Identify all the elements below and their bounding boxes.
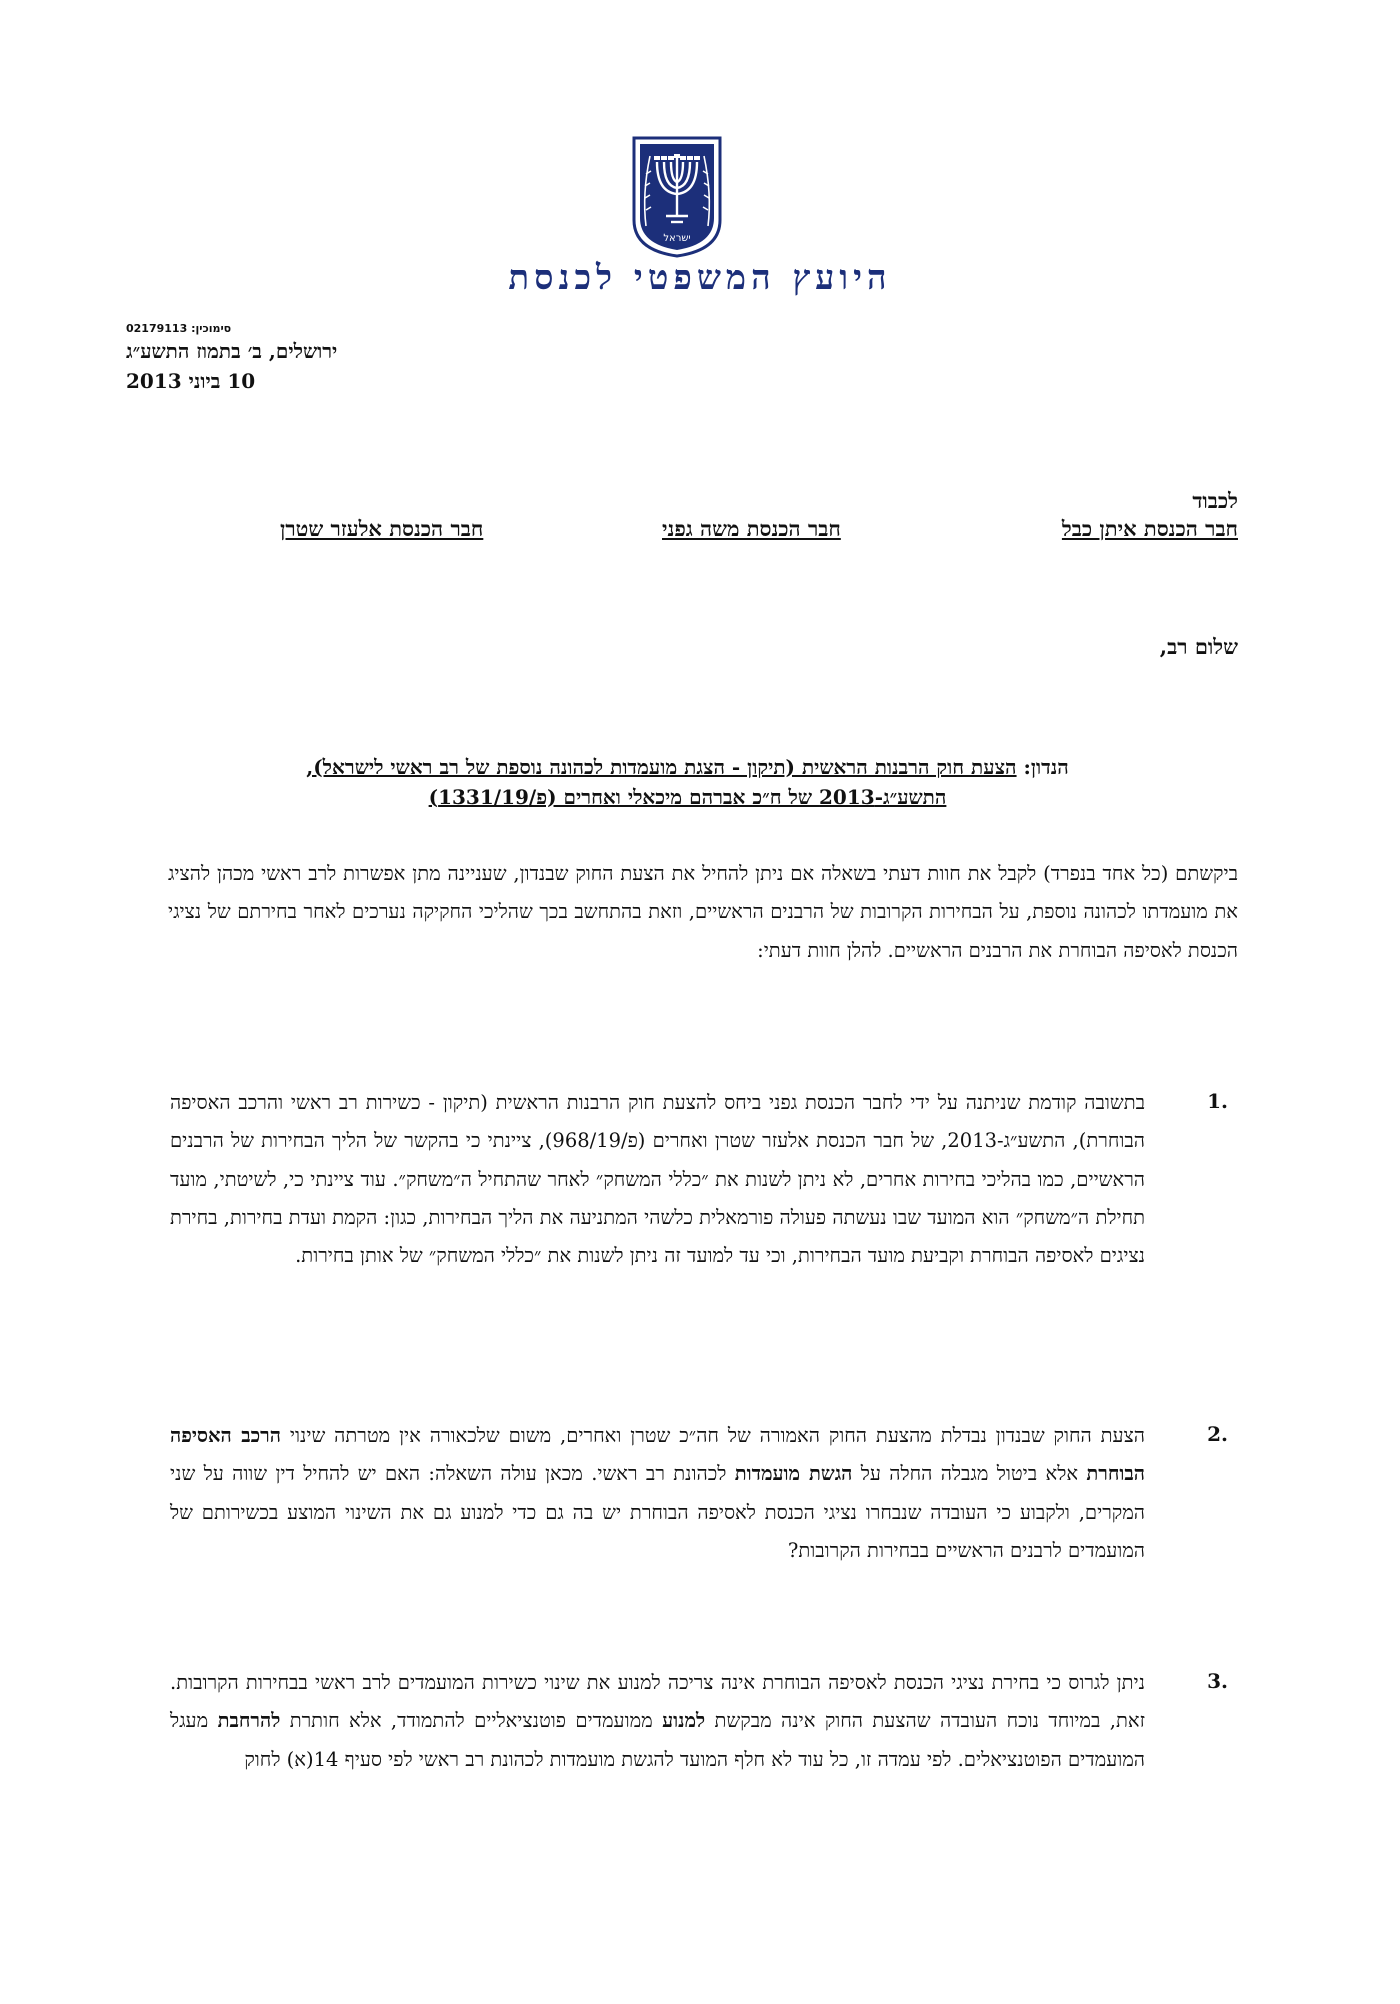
recipients-label: לכבוד [1192,488,1238,513]
recipient-3: חבר הכנסת אלעזר שטרן [280,516,484,541]
item-2-text-c: לכהונת רב ראשי. מכאן עולה השאלה: האם יש להחיל דין שווה על שני המקרים, ולקבוע כי העובדה שנבחרו נציגי הכנסת לאסיפה הבוחרת יש בה גם כדי למנוע גם את השינוי המוצע בכשירותם של המועמדים לרבנים הראשיים בבחירות הקרובות? [170,1462,1145,1562]
item-3-bold-a: למנוע [662,1709,706,1733]
recipient-1: חבר הכנסת איתן כבל [1061,516,1238,541]
item-number-2: .2 [1207,1422,1228,1446]
emblem-caption: ישראל [663,233,691,244]
item-3-text-a: ניתן לגרוס כי בחירת נציגי הכנסת לאסיפה הבוחרת אינה צריכה למנוע את שינוי כשירות המועמדים לרב ראשי בבחירות הקרובות. זאת, במיוחד נוכח העובדה שהצעת החוק אינה מבקשת [170,1671,1146,1733]
item-paragraph-1: בתשובה קודמת שניתנה על ידי לחבר הכנסת גפני ביחס להצעת חוק הרבנות הראשית (תיקון - כשירות רב ראשי והרכב האסיפה הבוחרת), התשע״ג-2013, של חבר הכנסת אלעזר שטרן ואחרים (פ/968/19), ציינתי כי בהקשר של הליך הבחירות של הרבנים הראשיים, כמו בהליכי בחירות אחרים, לא ניתן לשנות את ״כללי המשחק״ לאחר שהתחיל ה״משחק״. עוד ציינתי כי, לשיטתי, מועד תחילת ה״משחק״ הוא המועד שבו נעשתה פעולה פורמאלית כלשהי המתניעה את הליך הבחירות, כגון: הקמת ועדת בחירות, בחירת נציגים לאסיפה הבוחרת וקביעת מועד הבחירות, וכי עד למועד זה ניתן לשנות את ״כללי המשחק״ של אותן בחירות. [170,1091,1145,1268]
item-3-text-b: ממועמדים פוטנציאליים להתמודד, אלא חותרת [280,1709,663,1733]
item-number-1: .1 [1207,1089,1228,1113]
greeting: שלום רב, [1159,634,1238,659]
item-number-3: .3 [1207,1669,1228,1693]
place-hebrew-date: ירושלים, ב׳ בתמוז התשע״ג [126,339,338,363]
intro-paragraph: ביקשתם (כל אחד בנפרד) לקבל את חוות דעתי בשאלה אם ניתן להחיל את הצעת החוק שבנדון, שעניינה מתן אפשרות לרב ראשי מכהן להציג את מועמדתו לכהונה נוספת, על הבחירות הקרובות של הרבנים הראשיים, וזאת בהתחשב בכך שהליכי החקיקה נערכים לאחר בחירתם של נציגי הכנסת לאסיפה הבוחרת את הרבנים הראשיים. להלן חוות דעתי: [168,862,1238,962]
gregorian-date: 10 ביוני 2013 [126,369,256,393]
subject-prefix: הנדון: [1016,755,1069,779]
item-2-text-b: אלא ביטול מגבלה החלה על [852,1462,1087,1486]
item-3-text-c: מעגל המועמדים הפוטנציאלים. לפי עמדה זו, כל עוד לא חלף המועד להגשת מועמדות לכהונת רב ראשי לפי סעיף 14(א) לחוק [170,1709,1145,1771]
subject-line [180,752,1195,812]
item-2-bold-a: הרכב האסיפה הבוחרת [170,1424,1146,1486]
item-paragraph-3 [170,1664,1145,1779]
item-paragraph-2 [170,1417,1145,1570]
subject-title-line-2: התשע״ג-2013 של ח״כ אברהם מיכאלי ואחרים (פ/1331/19) [428,785,947,809]
subject-title-line-1: הצעת חוק הרבנות הראשית (תיקון - הצגת מועמדות לכהונה נוספת של רב ראשי לישראל), [306,755,1017,779]
recipient-2: חבר הכנסת משה גפני [662,516,841,541]
organization-title: היועץ המשפטי לכנסת [508,258,892,298]
menorah-emblem-icon [628,134,726,258]
item-2-bold-b: הגשת מועמדות [734,1462,853,1486]
reference-block [126,322,446,396]
item-2-text-a: הצעת החוק שבנדון נבדלת מהצעת החוק האמורה של חה״כ שטרן ואחרים, משום שלכאורה אין מטרתה שינוי [280,1424,1146,1447]
item-3-bold-b: להרחבת [217,1709,281,1733]
reference-number: סימוכין: 02179113 [126,322,232,335]
